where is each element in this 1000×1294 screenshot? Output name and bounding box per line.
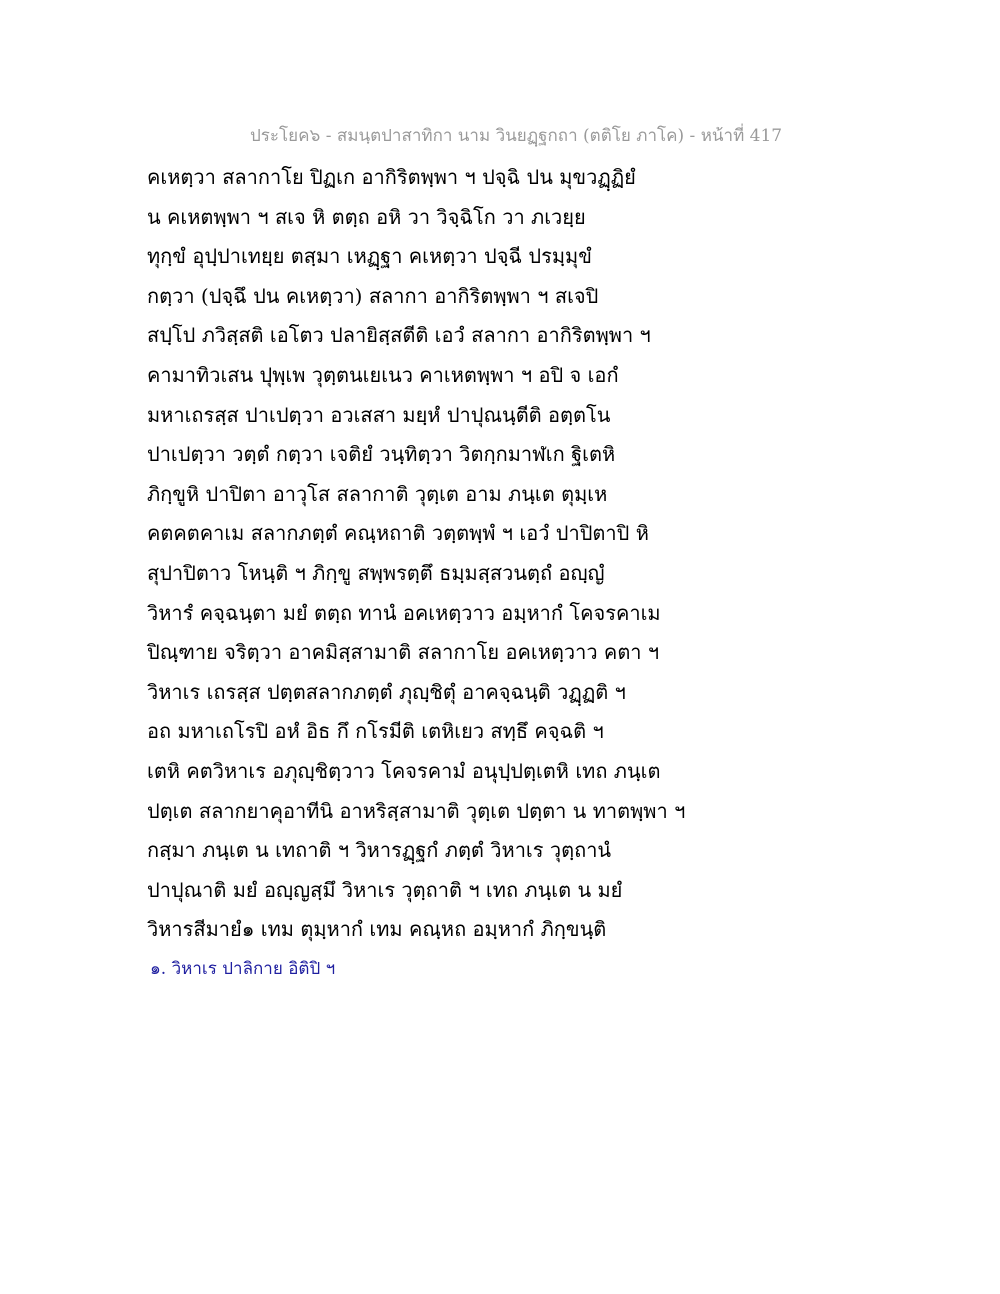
text-line: ภิกฺขูหิ ปาปิตา อาวุโส สลากาติ วุตฺเต อาม ภนฺเต ตุมฺเห (147, 481, 608, 506)
footnote: ๑. วิหาเร ปาลิกาย อิติปิ ฯ (150, 959, 336, 979)
text-line: คามาทิวเสน ปุพฺเพ วุตฺตนเยเนว คาเหตพฺพา ฯ อปิ จ เอกํ (147, 362, 619, 387)
text-line: คเหตฺวา สลากาโย ปิฏเก อากิริตพฺพา ฯ ปจฺฉิ ปน มุขวฏฺฏิยํ (147, 165, 636, 189)
text-line: คตคตคาเม สลากภตฺตํ คณฺหถาติ วตฺตพฺพํ ฯ เอวํ ปาปิตาปิ หิ (147, 521, 649, 546)
text-line: ทุกฺขํ อุปฺปาเทยฺย ตสฺมา เหฏฺฐา คเหตฺวา ปจฺฉี ปรมฺมุขํ (147, 244, 592, 269)
text-line: สปฺโป ภวิสฺสติ เอโตว ปลายิสฺสตีติ เอวํ สลากา อากิริตพฺพา ฯ (147, 323, 651, 348)
text-line: ปิณฺฑาย จริตฺวา อาคมิสฺสามาติ สลากาโย อคเหตฺวาว คตา ฯ (147, 640, 660, 665)
text-line: มหาเถรสฺส ปาเปตฺวา อวเสสา มยฺหํ ปาปุณนฺตีติ อตฺตโน (147, 402, 611, 427)
text-line: อถ มหาเถโรปิ อหํ อิธ กึ กโรมีติ เตหิเยว สทฺธึ คจฺฉติ ฯ (147, 719, 604, 744)
text-line: ปาเปตฺวา วตฺตํ กตฺวา เจติยํ วนฺทิตฺวา วิตกฺกมาฬเก ฐิเตหิ (147, 442, 616, 467)
text-line: ปาปุณาติ มยํ อญฺญสฺมึ วิหาเร วุตฺถาติ ฯ เทถ ภนฺเต น มยํ (147, 877, 623, 902)
text-line: น คเหตพฺพา ฯ สเจ หิ ตตฺถ อหิ วา วิจฺฉิโก วา ภเวยฺย (147, 204, 586, 229)
text-line: ปตฺเต สลากยาคุอาทีนิ อาหริสฺสามาติ วุตฺเต ปตฺตา น ทาตพฺพา ฯ (147, 798, 686, 823)
text-line: วิหารํ คจฺฉนฺตา มยํ ตตฺถ ทานํ อคเหตฺวาว อมฺหากํ โคจรคาเม (147, 600, 661, 625)
text-line: เตหิ คตวิหาเร อภุญฺชิตฺวาว โคจรคามํ อนุปฺปตฺเตหิ เทถ ภนฺเต (147, 758, 661, 783)
text-line: วิหารสีมายํ๑ เทม ตุมฺหากํ เทม คณฺหถ อมฺหากํ ภิกฺขนฺติ (147, 917, 607, 942)
text-line: สุปาปิตาว โหนฺติ ฯ ภิกฺขู สพฺพรตฺตึ ธมฺมสฺสวนตฺถํ อญฺญํ (147, 560, 605, 585)
text-line: กตฺวา (ปจฺฉึ ปน คเหตฺวา) สลากา อากิริตพฺพา ฯ สเจปิ (147, 283, 599, 308)
text-line: วิหาเร เถรสฺส ปตฺตสลากภตฺตํ ภุญฺชิตุํ อาคจฺฉนฺติ วฏฺฏติ ฯ (147, 679, 626, 704)
body-text (147, 158, 867, 950)
text-line: กสฺมา ภนฺเต น เทถาติ ฯ วิหารฏฺฐกํ ภตฺตํ วิหาเร วุตฺถานํ (147, 838, 612, 863)
page-header: ประโยค๖ - สมนฺตปาสาทิกา นาม วินยฏฺฐกถา (ตติโย ภาโค) - หน้าที่ 417 (250, 126, 783, 146)
